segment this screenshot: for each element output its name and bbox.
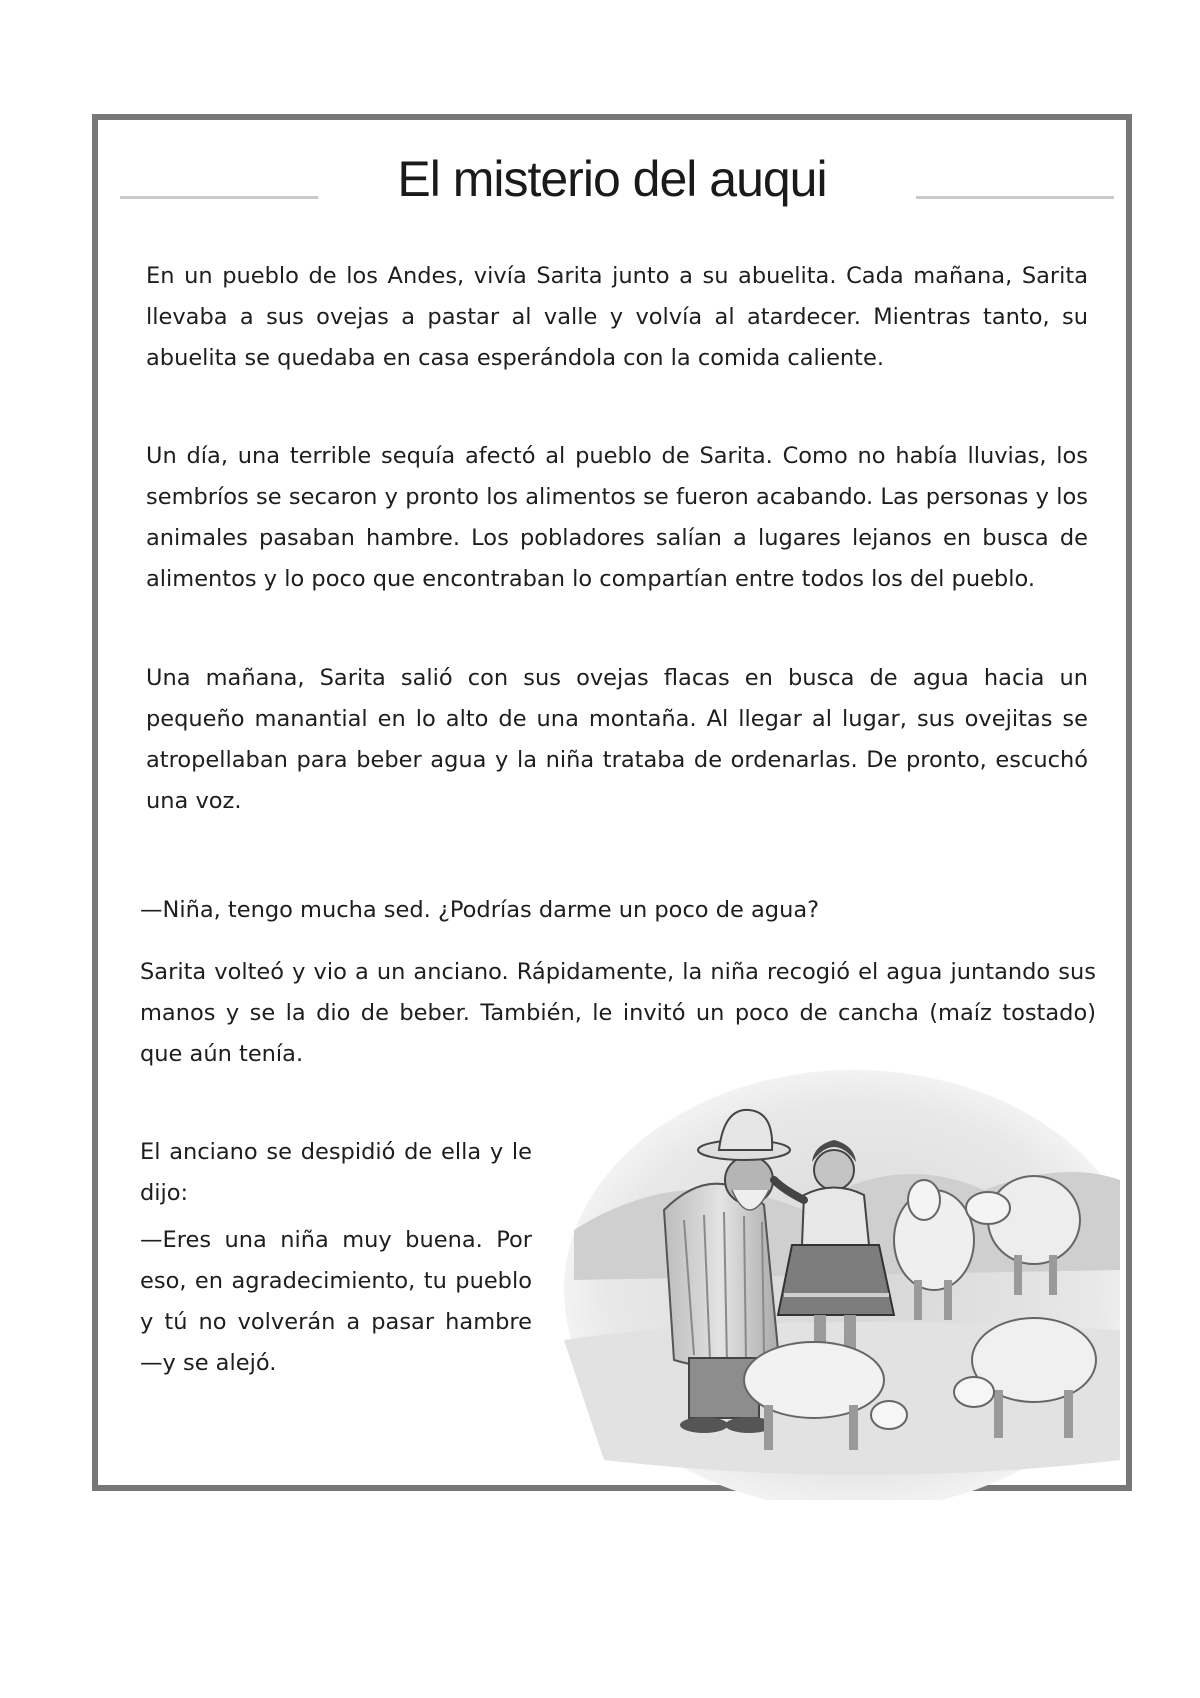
paragraph-1: En un pueblo de los Andes, vivía Sarita junto a su abuelita. Cada mañana, Sarita llevaba a sus ovejas a pastar al valle y volvía al atardecer. Mientras tanto, su abuelita se quedaba en casa esperándola con la comida caliente. — [146, 263, 1088, 371]
paragraph-dialogue-2: —Eres una niña muy buena. Por eso, en agradecimiento, tu pueblo y tú no volverán a pasar hambre —y se alejó. — [140, 1227, 532, 1376]
page-title: El misterio del auqui — [397, 151, 827, 207]
paragraph-2: Un día, una terrible sequía afectó al pueblo de Sarita. Como no había lluvias, los sembríos se secaron y pronto los alimentos se fueron acabando. Las personas y los animales pasaban hambre. Los pobladores salían a lugares lejanos en busca de alimentos y lo poco que encontraban lo compartían entre todos los del pueblo. — [146, 443, 1088, 592]
paragraph-dialogue-1: —Niña, tengo mucha sed. ¿Podrías darme un poco de agua? — [140, 897, 820, 923]
title-rule-right — [916, 196, 1114, 199]
paragraph-3: Una mañana, Sarita salió con sus ovejas flacas en busca de agua hacia un pequeño manantial en lo alto de una montaña. Al llegar al lugar, sus ovejitas se atropellaban para beber agua y la niña trataba de ordenarlas. De pronto, escuchó una voz. — [146, 665, 1088, 814]
story-frame — [92, 114, 1132, 1491]
story-illustration — [564, 1040, 1120, 1500]
paragraph-5: Sarita volteó y vio a un anciano. Rápidamente, la niña recogió el agua juntando sus manos y se la dio de beber. También, le invitó un poco de cancha (maíz tostado) que aún tenía. — [140, 959, 1096, 1067]
paragraph-6: El anciano se despidió de ella y le dijo: — [140, 1139, 532, 1206]
title-row — [98, 144, 1126, 214]
